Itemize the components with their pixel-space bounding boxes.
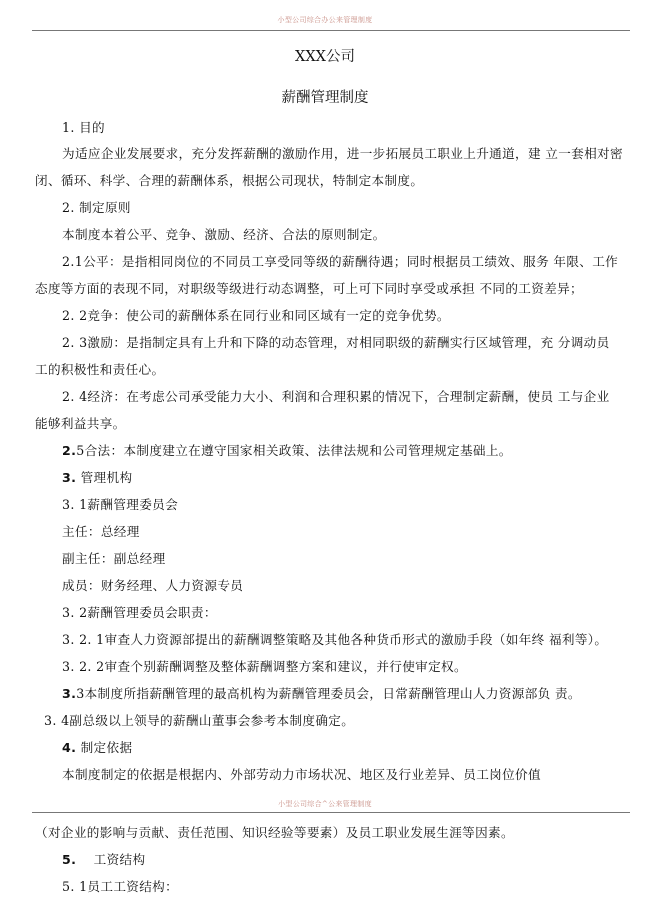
committee-chair: 主任：总经理	[62, 524, 140, 539]
clause-2-1-line: 2.1公平：是指相同岗位的不同员工享受同等级的薪酬待遇；同时根据员工绩效、服务 年限、工作	[62, 254, 619, 269]
clause-5-1: 5. 1员工工资结构：	[62, 879, 179, 894]
section-number: 5.	[62, 852, 77, 867]
clause-3-4: 3. 4副总级以上领导的薪酬山董事会参考本制度确定。	[44, 713, 355, 728]
section-number: 4.	[62, 740, 77, 755]
header-rule	[32, 30, 630, 31]
company-name: XXX公司	[295, 49, 355, 65]
clause-2-1-line: 态度等方面的表现不同，对职级等级进行动态调整，可上可下同时享受或承担 不同的工资差异；	[35, 281, 583, 296]
section-2-heading: 2. 制定原则	[62, 200, 131, 215]
footer-rule	[32, 812, 630, 813]
clause-2-3-line: 工的积极性和责任心。	[35, 362, 165, 377]
clause-2-5	[62, 443, 512, 459]
section-4-heading	[62, 740, 132, 756]
paragraph-line: 闭、循环、科学、合理的薪酬体系，根据公司现状，特制定本制度。	[35, 173, 424, 188]
committee-members: 成员：财务经理、人力资源专员	[62, 578, 244, 593]
section-3-heading	[62, 470, 132, 486]
section-1-heading: 1. 目的	[62, 120, 105, 135]
section-title: 制定依据	[80, 740, 133, 755]
clause-3-2: 3. 2薪酬管理委员会职责：	[62, 605, 217, 620]
paragraph-line: 本制度制定的依据是根据内、外部劳动力市场状况、地区及行业差异、员工岗位价值	[62, 767, 541, 782]
clause-3-3	[62, 686, 581, 702]
section-5-heading	[62, 852, 145, 868]
paragraph-line: 本制度本着公平、竞争、激励、经济、合法的原则制定。	[62, 227, 386, 242]
clause-3-1: 3. 1薪酬管理委员会	[62, 497, 179, 512]
document-title: 薪酬管理制度	[281, 90, 369, 106]
section-number: 3.	[62, 470, 77, 485]
page-header: 小型公司综合办公来管理制度	[277, 16, 373, 24]
clause-2-4-line: 2. 4经济：在考虑公司承受能力大小、利润和合理积累的情况下，合理制定薪酬，使员 工与企业	[62, 389, 610, 404]
clause-2-2: 2. 2竞争：使公司的薪酬体系在同行业和同区域有一定的竞争优势。	[62, 308, 450, 323]
clause-text: 3本制度所指薪酬管理的最高机构为薪酬管理委员会，日常薪酬管理山人力资源部负 责。	[76, 686, 581, 701]
clause-2-3-line: 2. 3激励：是指制定具有上升和下降的动态管理，对相同职级的薪酬实行区域管理，充 分调动员	[62, 335, 610, 350]
paragraph-line: 为适应企业发展要求，充分发挥薪酬的激励作用，进一步拓展员工职业上升通道，建 立一套相对密	[62, 146, 623, 161]
committee-vice-chair: 副主任：副总经理	[62, 551, 166, 566]
clause-number: 3.	[62, 686, 77, 701]
clause-2-4-line: 能够利益共享。	[35, 416, 126, 431]
section-title: 管理机构	[80, 470, 133, 485]
clause-text: 5合法：本制度建立在遵守国家相关政策、法律法规和公司管理规定基础上。	[76, 443, 512, 458]
clause-number: 2.	[62, 443, 77, 458]
clause-3-2-1: 3. 2. 1审查人力资源部提出的薪酬调整策略及其他各种货币形式的激励手段（如年终 福利等）。	[62, 632, 608, 647]
clause-3-2-2: 3. 2. 2审查个别薪酬调整及整体薪酬调整方案和建议，并行使审定权。	[62, 659, 467, 674]
section-title: 工资结构	[93, 852, 146, 867]
page-footer: 小型公司综合^公来管理制度	[278, 800, 372, 808]
paragraph-line: （对企业的影响与贡献、责任范围、知识经验等要素）及员工职业发展生涯等因素。	[35, 825, 514, 840]
